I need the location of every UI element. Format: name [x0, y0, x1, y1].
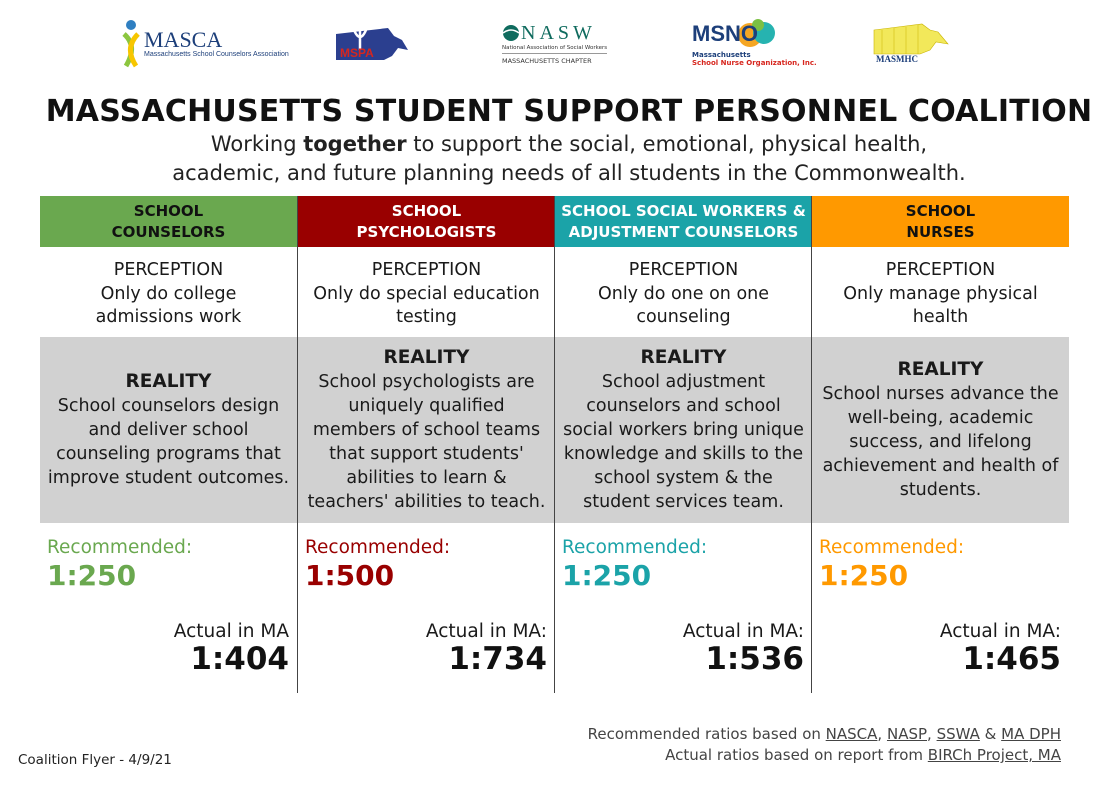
column-school-psychologists	[297, 196, 555, 693]
msno-name: MSNO	[692, 21, 758, 46]
footer-line2-prefix: Actual ratios based on report from	[665, 746, 928, 764]
header-line1: SCHOOL	[391, 201, 462, 220]
page-subtitle	[0, 130, 1105, 188]
perception-line1: Only manage physical	[843, 283, 1038, 304]
actual-ratio: 1:734	[448, 641, 547, 677]
column-header	[40, 196, 297, 247]
recommended-label: Recommended:	[47, 537, 193, 558]
nasw-name: NASW	[521, 21, 596, 44]
actual-label: Actual in MA:	[682, 621, 804, 642]
perception-block	[812, 247, 1069, 337]
reality-line: School counselors design	[57, 396, 280, 416]
column-header	[812, 196, 1069, 247]
link-nasca[interactable]: NASCA	[825, 725, 878, 743]
mspa-logo	[334, 10, 410, 76]
perception-title: PERCEPTION	[628, 260, 739, 280]
footer-date: Coalition Flyer - 4/9/21	[18, 752, 172, 768]
nasw-globe-icon	[502, 24, 520, 42]
perception-line1: Only do college	[100, 283, 237, 304]
recommended-label: Recommended:	[562, 537, 708, 558]
column-school-counselors	[40, 196, 297, 693]
footer-sep: &	[979, 725, 1002, 743]
recommended-ratio: 1:500	[305, 559, 395, 592]
subtitle-after: to support the social, emotional, physical health,	[406, 132, 928, 156]
reality-line: school system & the	[594, 468, 773, 488]
recommended-label: Recommended:	[819, 537, 965, 558]
perception-line2: admissions work	[95, 307, 242, 327]
header-line1: SCHOOL	[905, 201, 976, 220]
reality-line: well-being, academic	[847, 408, 1034, 428]
nasw-logo	[502, 10, 607, 76]
header-line1: SCHOOL SOCIAL WORKERS &	[561, 201, 806, 220]
actual-ratio: 1:404	[190, 641, 289, 677]
perception-line2: health	[912, 307, 969, 327]
reality-line: and deliver school	[88, 420, 249, 440]
mspa-map-icon	[334, 20, 410, 66]
ratios-block	[812, 523, 1069, 693]
actual-label: Actual in MA	[173, 621, 289, 642]
perception-block	[298, 247, 555, 337]
reality-line: School nurses advance the	[822, 384, 1059, 404]
reality-line: counseling programs that	[56, 444, 281, 464]
reality-line: uniquely qualified	[348, 396, 505, 416]
perception-block	[555, 247, 812, 337]
masmhc-name: MASMHC	[876, 54, 918, 64]
reality-line: School psychologists are	[318, 372, 535, 392]
msno-subtitle-1: Massachusetts	[692, 51, 751, 59]
msno-subtitle-2: School Nurse Organization, Inc.	[692, 59, 817, 67]
footer-sep: ,	[927, 725, 937, 743]
subtitle-before: Working	[210, 132, 304, 156]
recommended-ratio: 1:250	[562, 559, 652, 592]
perception-title: PERCEPTION	[371, 260, 482, 280]
header-line1: SCHOOL	[133, 201, 204, 220]
actual-label: Actual in MA:	[939, 621, 1061, 642]
recommended-ratio: 1:250	[47, 559, 137, 592]
mspa-name: MSPA	[340, 46, 374, 60]
reality-block	[812, 337, 1069, 523]
actual-label: Actual in MA:	[425, 621, 547, 642]
footer-sep: ,	[877, 725, 887, 743]
reality-line: improve student outcomes.	[47, 468, 290, 488]
reality-line: counselors and school	[586, 396, 781, 416]
perception-line2: testing	[396, 307, 457, 327]
reality-line: School adjustment	[601, 372, 766, 392]
actual-ratio: 1:465	[962, 641, 1061, 677]
page-title: MASSACHUSETTS STUDENT SUPPORT PERSONNEL COALITION	[45, 94, 1093, 129]
reality-title: REALITY	[125, 371, 212, 392]
reality-line: members of school teams	[312, 420, 541, 440]
reality-line: abilities to learn &	[346, 468, 507, 488]
recommended-ratio: 1:250	[819, 559, 909, 592]
link-birch-project[interactable]: BIRCh Project, MA	[927, 746, 1061, 764]
footer-line1-prefix: Recommended ratios based on	[587, 725, 826, 743]
masca-subtitle: Massachusetts School Counselors Association	[144, 50, 289, 58]
reality-line: students.	[899, 480, 982, 500]
reality-block	[555, 337, 812, 523]
header-line2: PSYCHOLOGISTS	[356, 222, 497, 241]
perception-line1: Only do special education	[313, 283, 540, 304]
reality-line: success, and lifelong	[849, 432, 1032, 452]
reality-line: teachers' abilities to teach.	[307, 492, 546, 512]
masca-logo	[120, 10, 289, 76]
masca-ribbon-icon	[120, 18, 142, 68]
masmhc-logo	[872, 10, 952, 76]
link-nasp[interactable]: NASP	[886, 725, 928, 743]
link-sswa[interactable]: SSWA	[936, 725, 980, 743]
header-line2: NURSES	[906, 222, 975, 241]
reality-line: knowledge and skills to the	[563, 444, 804, 464]
reality-block	[40, 337, 297, 523]
msno-logo	[692, 10, 817, 76]
footer-sources	[588, 724, 1061, 766]
column-header	[555, 196, 812, 247]
ratios-block	[40, 523, 297, 693]
link-ma-dph[interactable]: MA DPH	[1001, 725, 1061, 743]
perception-title: PERCEPTION	[113, 260, 224, 280]
reality-block	[298, 337, 555, 523]
masmhc-map-icon	[872, 18, 952, 68]
reality-line: social workers bring unique	[563, 420, 804, 440]
reality-title: REALITY	[640, 347, 727, 368]
subtitle-line2: academic, and future planning needs of all students in the Commonwealth.	[172, 161, 966, 185]
logo-bar	[0, 10, 1105, 76]
column-header	[298, 196, 555, 247]
reality-line: achievement and health of	[822, 456, 1059, 476]
ratios-block	[555, 523, 812, 693]
perception-title: PERCEPTION	[885, 260, 996, 280]
reality-line: student services team.	[583, 492, 784, 512]
nasw-subtitle: National Association of Social Workers	[502, 45, 607, 54]
actual-ratio: 1:536	[705, 641, 804, 677]
reality-title: REALITY	[897, 359, 984, 380]
ratios-block	[298, 523, 555, 693]
perception-block	[40, 247, 297, 337]
perception-line2: counseling	[636, 307, 731, 327]
reality-title: REALITY	[383, 347, 470, 368]
nasw-chapter: MASSACHUSETTS CHAPTER	[502, 56, 592, 65]
header-line2: COUNSELORS	[111, 222, 226, 241]
reality-line: that support students'	[329, 444, 524, 464]
header-line2: ADJUSTMENT COUNSELORS	[568, 222, 799, 241]
masca-name: MASCA	[144, 26, 223, 52]
recommended-label: Recommended:	[305, 537, 451, 558]
column-social-workers	[554, 196, 812, 693]
column-school-nurses	[811, 196, 1069, 693]
subtitle-bold: together	[303, 132, 407, 156]
perception-line1: Only do one on one	[597, 283, 770, 304]
